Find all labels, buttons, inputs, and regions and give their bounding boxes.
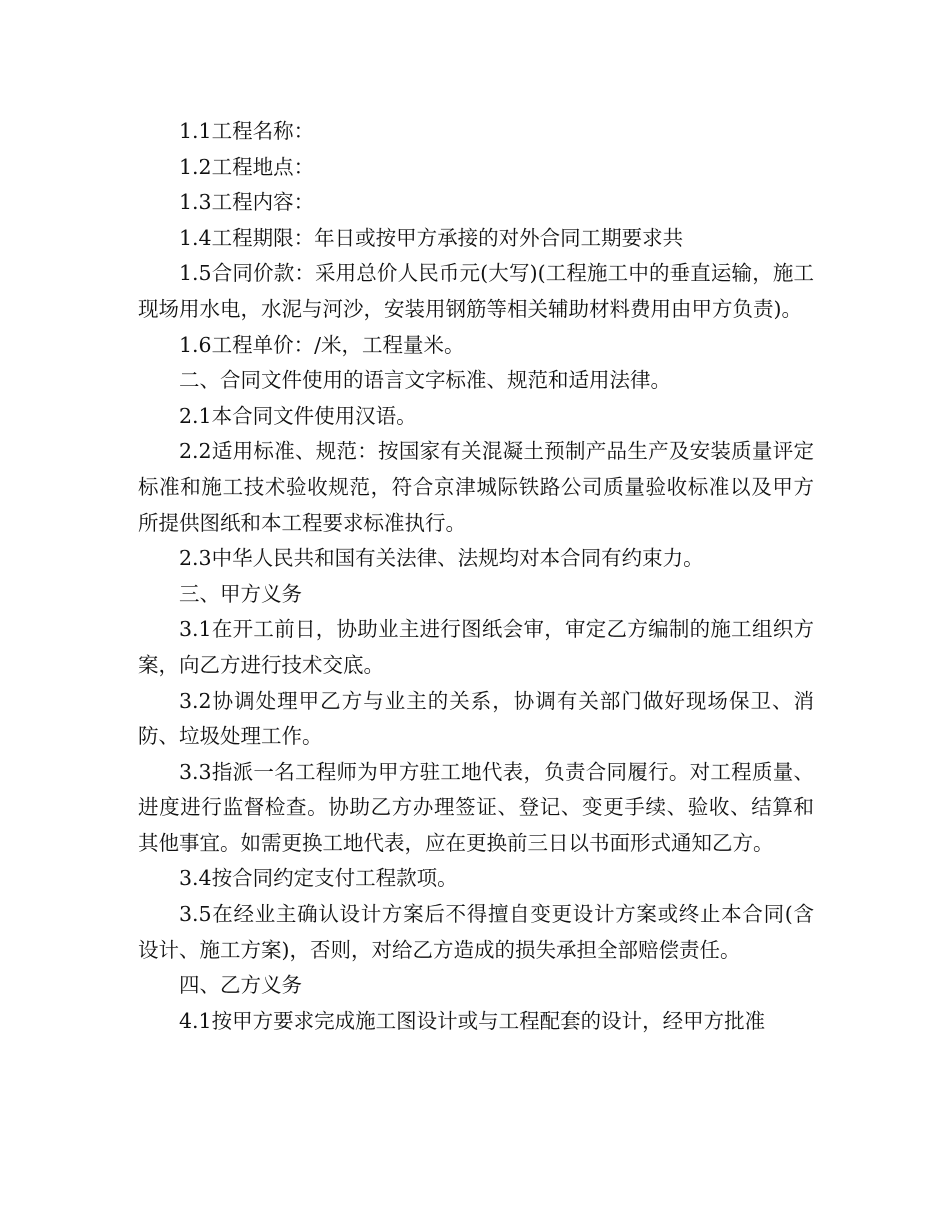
clause-1-6: 1.6工程单价：/米，工程量米。 bbox=[179, 332, 465, 357]
clause-4-1: 4.1按甲方要求完成施工图设计或与工程配套的设计，经甲方批准 bbox=[179, 1008, 766, 1033]
clause-3-2: 3.2协调处理甲乙方与业主的关系，协调有关部门做好现场保卫、消防、垃圾处理工作。 bbox=[138, 688, 814, 749]
clause-2-2: 2.2适用标准、规范：按国家有关混凝土预制产品生产及安装质量评定标准和施工技术验收规范，符合京津城际铁路公司质量验收标准以及甲方所提供图纸和本工程要求标准执行。 bbox=[138, 439, 814, 535]
clause-2-3: 2.3中华人民共和国有关法律、法规均对本合同有约束力。 bbox=[179, 546, 704, 571]
clause-2-1: 2.1本合同文件使用汉语。 bbox=[179, 403, 417, 428]
document-body bbox=[138, 114, 814, 1039]
section-2-heading: 二、合同文件使用的语言文字标准、规范和适用法律。 bbox=[179, 368, 671, 393]
clause-3-3: 3.3指派一名工程师为甲方驻工地代表，负责合同履行。对工程质量、进度进行监督检查。协助乙方办理签证、登记、变更手续、验收、结算和其他事宜。如需更换工地代表，应在更换前三日以书面形式通知乙方。 bbox=[138, 759, 814, 855]
clause-3-4: 3.4按合同约定支付工程款项。 bbox=[179, 866, 458, 891]
clause-1-4: 1.4工程期限：年日或按甲方承接的对外合同工期要求共 bbox=[179, 225, 684, 250]
clause-3-1: 3.1在开工前日，协助业主进行图纸会审，审定乙方编制的施工组织方案，向乙方进行技术交底。 bbox=[138, 617, 814, 677]
clause-3-5: 3.5在经业主确认设计方案后不得擅自变更设计方案或终止本合同(含设计、施工方案)，否则，对给乙方造成的损失承担全部赔偿责任。 bbox=[138, 902, 814, 962]
clause-1-3: 1.3工程内容： bbox=[179, 190, 315, 215]
section-4-heading: 四、乙方义务 bbox=[179, 973, 302, 998]
clause-1-1: 1.1工程名称： bbox=[179, 119, 315, 143]
clause-1-5: 1.5合同价款：采用总价人民币元(大写)(工程施工中的垂直运输，施工现场用水电，水泥与河沙，安装用钢筋等相关辅助材料费用由甲方负责)。 bbox=[138, 261, 814, 321]
section-3-heading: 三、甲方义务 bbox=[179, 581, 302, 606]
clause-1-2: 1.2工程地点： bbox=[179, 154, 315, 179]
